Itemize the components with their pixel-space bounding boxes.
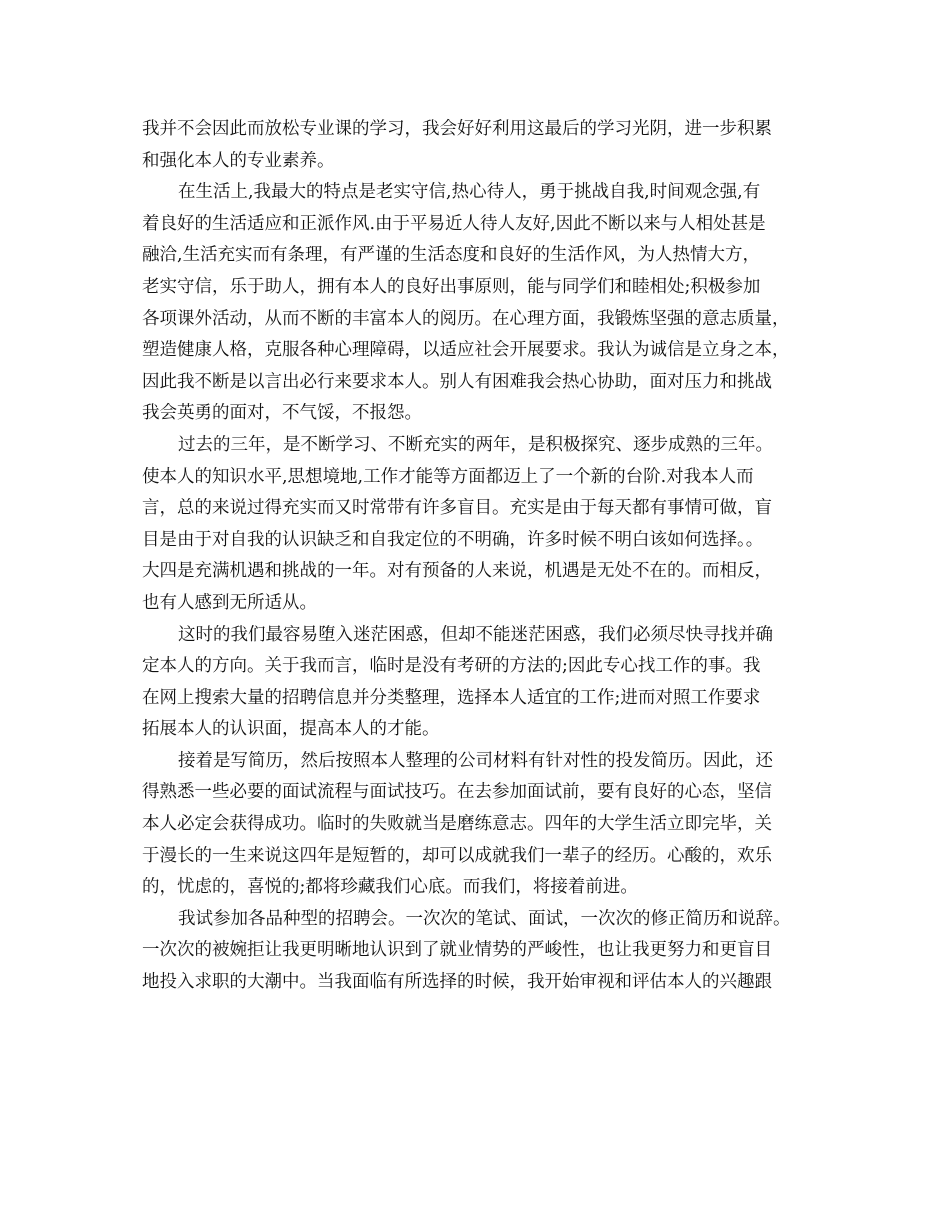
text-line: 也有人感到无所适从。 (142, 592, 317, 613)
text-line: 拓展本人的认识面，提高本人的才能。 (142, 719, 440, 740)
body-text (142, 114, 822, 999)
paragraph-start-line: 我试参加各品种型的招聘会。一次次的笔试、面试，一次次的修正简历和说辞。 (178, 908, 791, 929)
text-line: 和强化本人的专业素养。 (142, 150, 335, 171)
text-line: 定本人的方向。关于我而言，临时是没有考研的方法的;因此专心找工作的事。我 (142, 656, 761, 677)
text-line: 我并不会因此而放松专业课的学习，我会好好利用这最后的学习光阴，进一步积累 (142, 119, 772, 139)
text-line: 融洽,生活充实而有条理，有严谨的生活态度和良好的生活作风，为人热情大方， (142, 245, 761, 266)
paragraph-start-line: 过去的三年，是不断学习、不断充实的两年，是积极探究、逐步成熟的三年。 (178, 434, 773, 455)
text-line: 得熟悉一些必要的面试流程与面试技巧。在去参加面试前，要有良好的心态，坚信 (142, 782, 772, 803)
paragraph-start-line: 在生活上,我最大的特点是老实守信,热心待人，勇于挑战自我,时间观念强,有 (178, 182, 761, 203)
text-line: 因此我不断是以言出必行来要求本人。别人有困难我会热心协助，面对压力和挑战 (142, 371, 772, 392)
text-line: 各项课外活动，从而不断的丰富本人的阅历。在心理方面，我锻炼坚强的意志质量， (142, 308, 790, 329)
text-line: 我会英勇的面对，不气馁，不报怨。 (142, 403, 422, 424)
text-line: 地投入求职的大潮中。当我面临有所选择的时候，我开始审视和评估本人的兴趣跟 (142, 972, 772, 993)
text-line: 的，忧虑的，喜悦的;都将珍藏我们心底。而我们，将接着前进。 (142, 877, 638, 898)
text-line: 使本人的知识水平,思想境地,工作才能等方面都迈上了一个新的台阶.对我本人而 (142, 466, 754, 487)
text-line: 一次次的被婉拒让我更明晰地认识到了就业情势的严峻性，也让我更努力和更盲目 (142, 940, 772, 961)
text-line: 在网上搜索大量的招聘信息并分类整理，选择本人适宜的工作;进而对照工作要求 (142, 687, 761, 708)
text-line: 塑造健康人格，克服各种心理障碍，以适应社会开展要求。我认为诚信是立身之本， (142, 340, 790, 361)
text-line: 老实守信，乐于助人，拥有本人的良好出事原则，能与同学们和睦相处;积极参加 (142, 276, 761, 297)
text-line: 于漫长的一生来说这四年是短暂的，却可以成就我们一辈子的经历。心酸的，欢乐 (142, 845, 772, 866)
text-line: 大四是充满机遇和挑战的一年。对有预备的人来说，机遇是无处不在的。而相反， (142, 561, 772, 582)
paragraph-start-line: 接着是写简历，然后按照本人整理的公司材料有针对性的投发简历。因此，还 (178, 750, 773, 771)
text-line: 言，总的来说过得充实而又时常带有许多盲目。充实是由于每天都有事情可做，盲 (142, 498, 772, 519)
text-line: 着良好的生活适应和正派作风.由于平易近人待人友好,因此不断以来与人相处甚是 (142, 213, 766, 234)
text-line: 目是由于对自我的认识缺乏和自我定位的不明确，许多时候不明白该如何选择。。 (142, 529, 764, 550)
paragraph-start-line: 这时的我们最容易堕入迷茫困惑，但却不能迷茫困惑，我们必须尽快寻找并确 (178, 624, 773, 645)
text-line: 本人必定会获得成功。临时的失败就当是磨练意志。四年的大学生活立即完毕，关 (142, 814, 772, 835)
